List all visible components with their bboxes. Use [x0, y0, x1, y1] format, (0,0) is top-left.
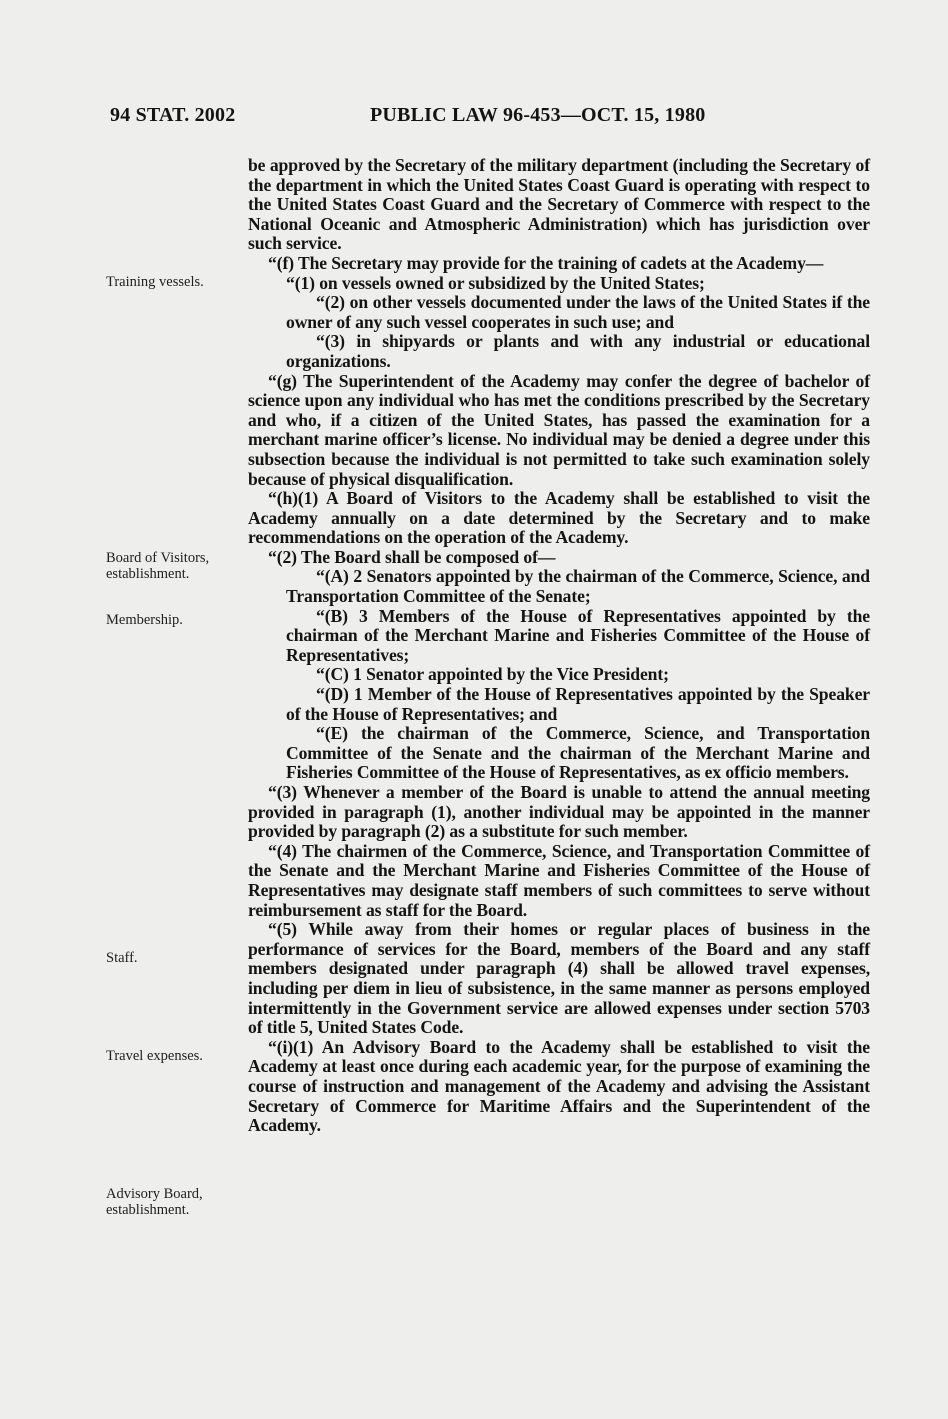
statute-page-number: 94 STAT. 2002 — [110, 104, 236, 126]
paragraph-h2-d: “(D) 1 Member of the House of Representatives appointed by the Speaker of the House of Representatives; and — [286, 684, 870, 724]
paragraph-f: “(f) The Secretary may provide for the training of cadets at the Academy— — [268, 252, 824, 273]
page-header-title: PUBLIC LAW 96-453—OCT. 15, 1980 — [370, 104, 706, 126]
margin-note-advisory-board: Advisory Board, establishment. — [106, 1186, 203, 1218]
paragraph-h2-c: “(C) 1 Senator appointed by the Vice President; — [316, 664, 669, 685]
paragraph-h2-e: “(E) the chairman of the Commerce, Science, and Transportation Committee of the Senate and the chairman of the Merchant Marine and Fisheries Committee of the House of Representatives, as ex officio members. — [286, 723, 870, 783]
paragraph-h5: “(5) While away from their homes or regular places of business in the performance of services for the Board, members of the Board and any staff members designated under paragraph (4) shall be allowed travel expenses, including per diem in lieu of subsistence, in the same manner as persons employed intermittently in the Government service are allowed expenses under section 5703 of title 5, United States Code. — [248, 919, 870, 1038]
paragraph-h2-b: “(B) 3 Members of the House of Representatives appointed by the chairman of the Merchant Marine and Fisheries Committee of the House of Representatives; — [286, 605, 870, 665]
paragraph-f1: “(1) on vessels owned or subsidized by the United States; — [286, 272, 705, 293]
margin-note-membership: Membership. — [106, 612, 183, 628]
paragraph-f2: “(2) on other vessels documented under the laws of the United States if the owner of any such vessel cooperates in such use; and — [286, 292, 870, 332]
paragraph-h2-a: “(A) 2 Senators appointed by the chairman of the Commerce, Science, and Transportation Committee of the Senate; — [286, 566, 870, 607]
margin-note-staff: Staff. — [106, 950, 138, 966]
body-text — [248, 156, 870, 1136]
paragraph-h3: “(3) Whenever a member of the Board is unable to attend the annual meeting provided in paragraph (1), another individual may be appointed in the manner provided by paragraph (2) as a substitute for such member. — [248, 782, 870, 842]
margin-note-travel-expenses: Travel expenses. — [106, 1048, 203, 1064]
paragraph-h4: “(4) The chairmen of the Commerce, Science, and Transportation Committee of the Senate and the Merchant Marine and Fisheries Committee of the House of Representatives may designate staff members of such committees to serve without reimbursement as staff for the Board. — [248, 840, 870, 920]
paragraph-i1: “(i)(1) An Advisory Board to the Academy shall be established to visit the Academy at least once during each academic year, for the purpose of examining the course of instruction and management of the Academy and advising the Assistant Secretary of Commerce for Maritime Affairs and the Superintendent of the Academy. — [248, 1036, 870, 1136]
paragraph-h2: “(2) The Board shall be composed of— — [268, 546, 556, 567]
paragraph-f3: “(3) in shipyards or plants and with any industrial or educational organizations. — [286, 331, 870, 371]
margin-note-board-of-visitors: Board of Visitors, establishment. — [106, 550, 210, 582]
paragraph-h1: “(h)(1) A Board of Visitors to the Academy shall be established to visit the Academy annually on a date determined by the Secretary and to make recommendations on the operation of the Academy. — [248, 488, 870, 548]
paragraph-g: “(g) The Superintendent of the Academy may confer the degree of bachelor of science upon any individual who has met the conditions prescribed by the Secretary and who, if a citizen of the United States, has passed the examination for a merchant marine officer’s license. No individual may be denied a degree under this subsection because the individual is not permitted to take such examination solely because of physical disqualification. — [248, 370, 870, 489]
paragraph-service-approval: be approved by the Secretary of the military department (including the Secretary of the department in which the United States Coast Guard is operating with respect to the United States Coast Guard and the Secretary of Commerce with respect to the National Oceanic and Atmospheric Administration) which has jurisdiction over such service. — [248, 155, 870, 254]
margin-note-training-vessels: Training vessels. — [106, 274, 204, 290]
